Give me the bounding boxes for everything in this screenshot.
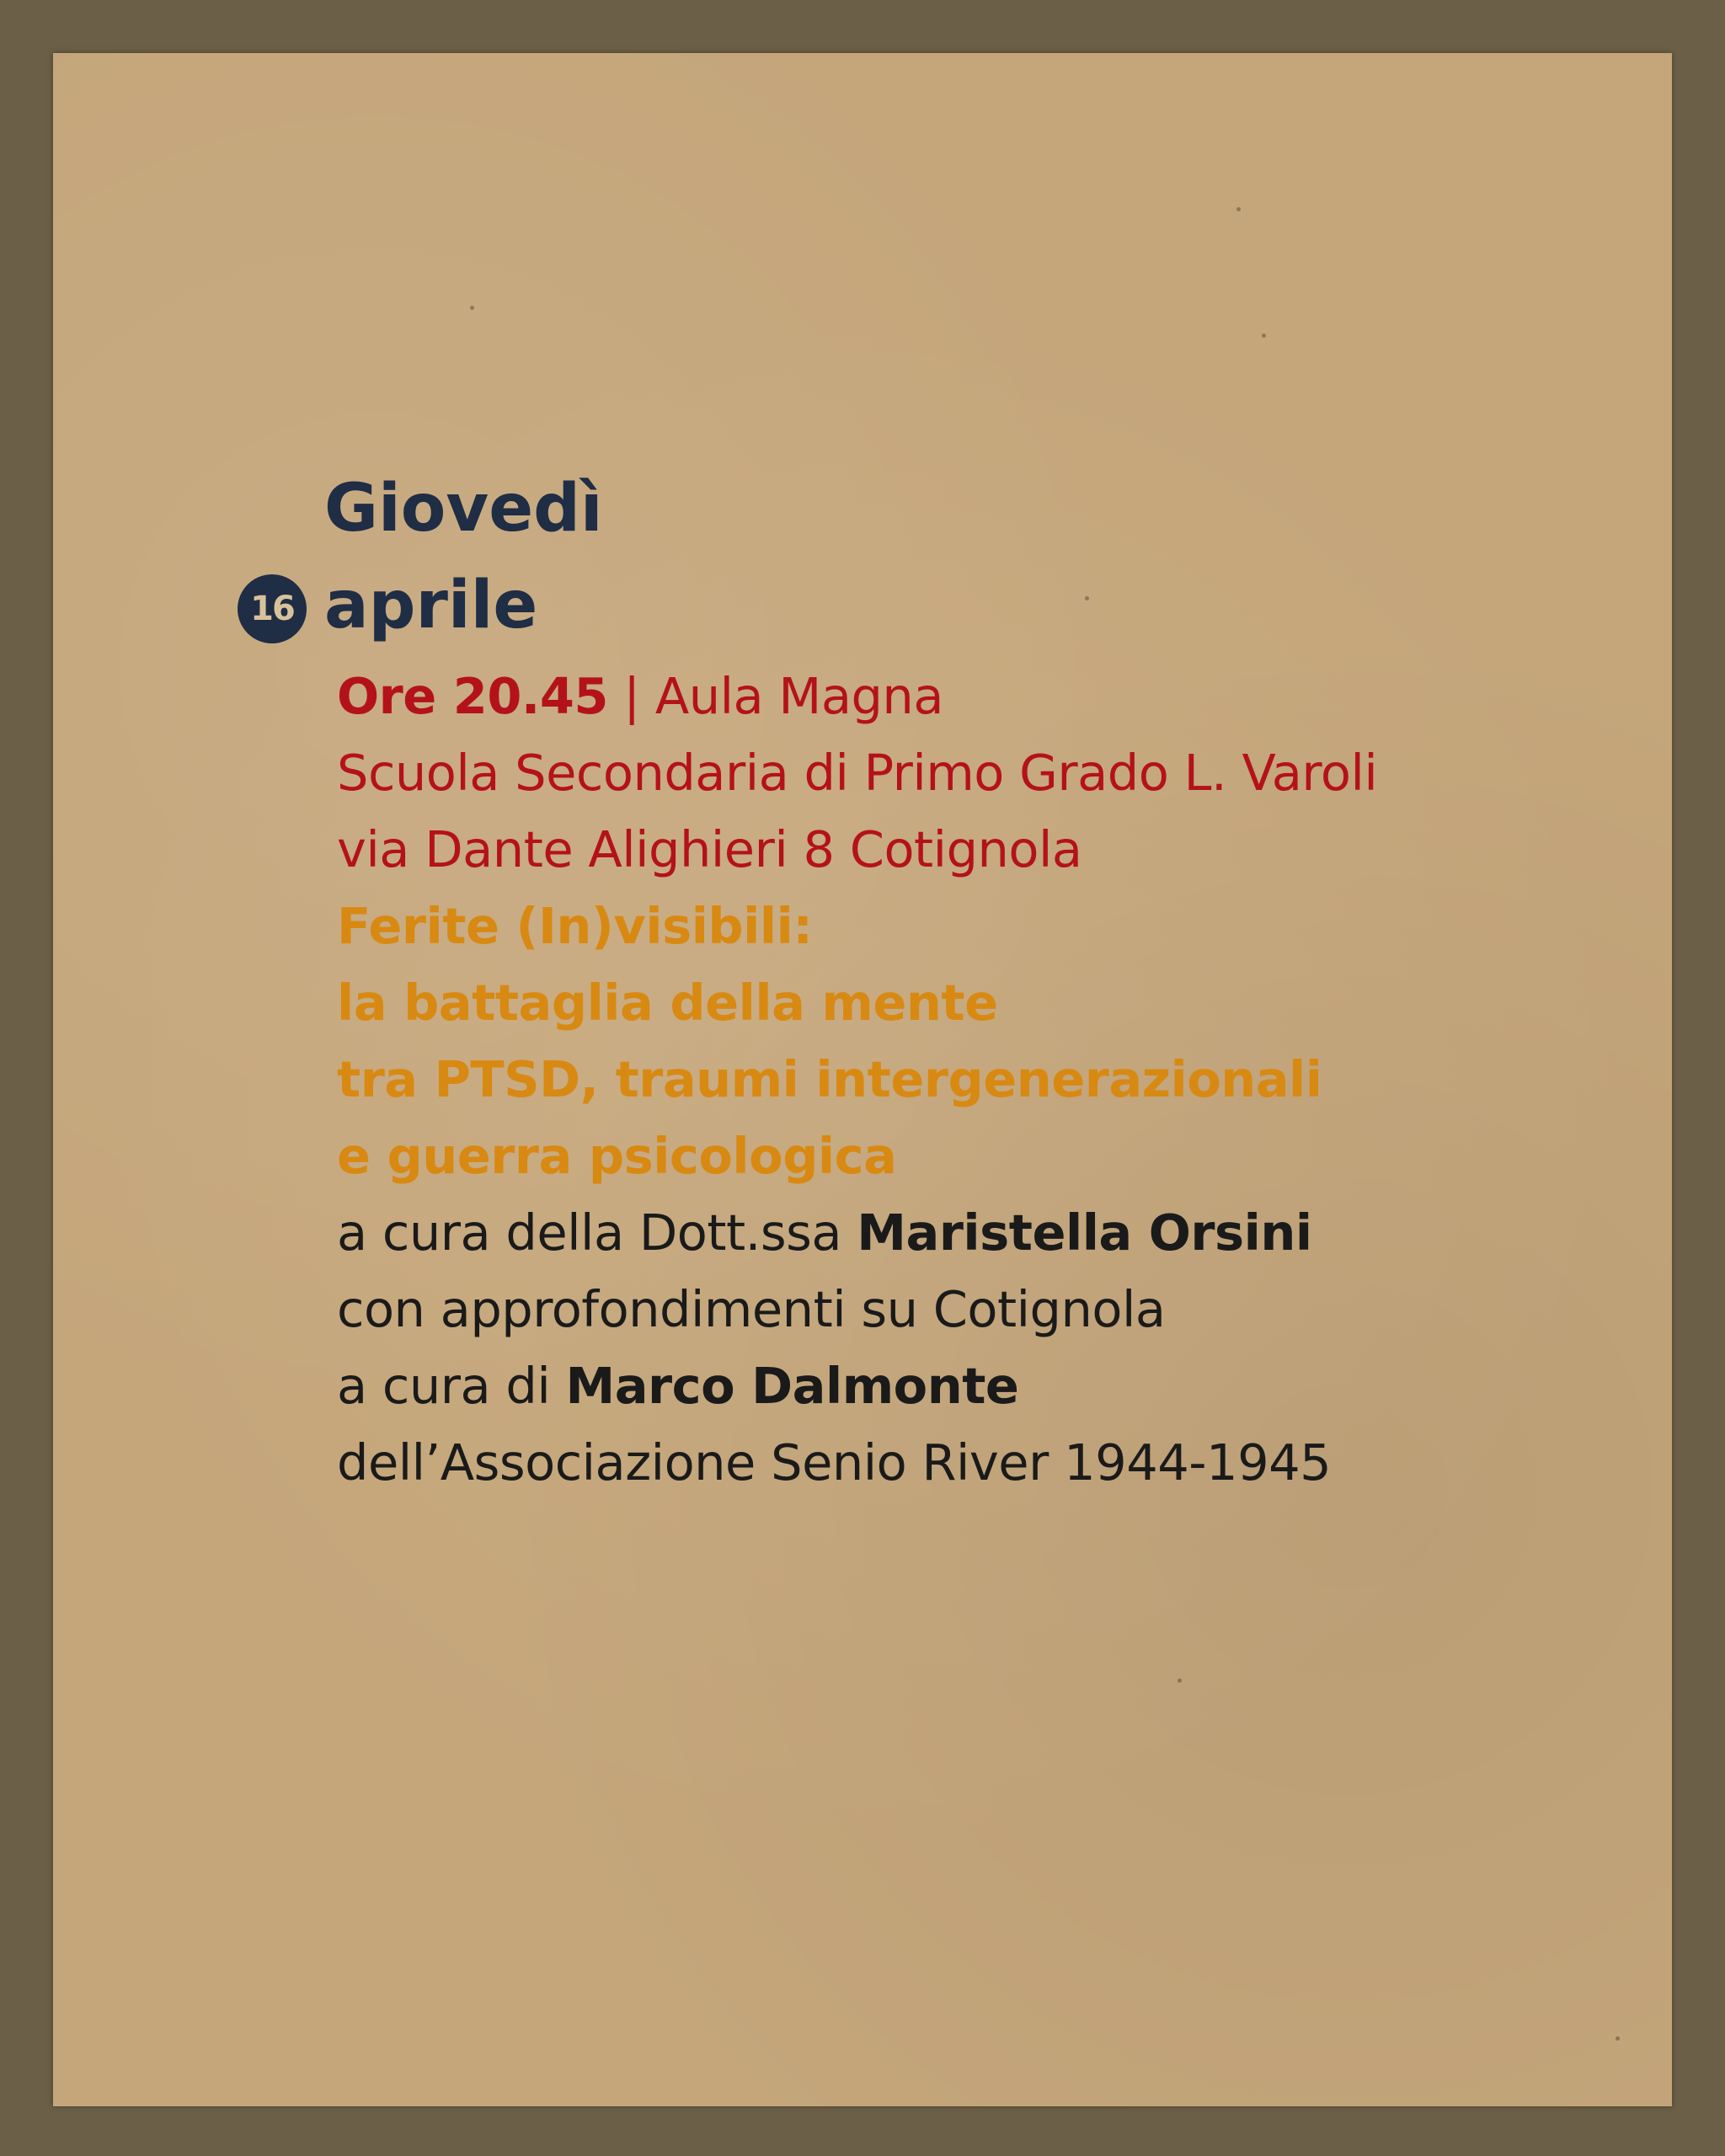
- credit-prefix: a cura della Dott.ssa: [337, 1203, 857, 1262]
- month-heading: aprile: [324, 568, 538, 643]
- credit-prefix: a cura di: [337, 1357, 566, 1415]
- event-room: Aula Magna: [654, 667, 943, 725]
- credit-line-2: con approfondimenti su Cotignola: [337, 1280, 1166, 1338]
- paper-speck: [1262, 334, 1266, 338]
- talk-title-line-4: e guerra psicologica: [337, 1127, 897, 1185]
- talk-title-line-1: Ferite (In)visibili:: [337, 897, 813, 955]
- credit-line-3: [337, 1357, 1019, 1415]
- credit-line-1: [337, 1203, 1312, 1262]
- talk-title-line-3: tra PTSD, traumi intergenerazionali: [337, 1050, 1322, 1108]
- event-time: Ore 20.45: [337, 667, 608, 725]
- school-name: Scuola Secondaria di Primo Grado L. Varoli: [337, 744, 1378, 802]
- paper-speck: [1236, 207, 1241, 211]
- talk-title-line-2: la battaglia della mente: [337, 974, 998, 1032]
- co-speaker-name: Marco Dalmonte: [565, 1357, 1019, 1415]
- paper-speck: [1178, 1678, 1182, 1683]
- school-address: via Dante Alighieri 8 Cotignola: [337, 820, 1082, 878]
- time-location-line: [337, 667, 943, 725]
- speaker-name: Maristella Orsini: [857, 1203, 1312, 1262]
- weekday-heading: Giovedì: [324, 471, 603, 547]
- paper-speck: [1085, 596, 1089, 600]
- paper-speck: [470, 306, 474, 310]
- paper-speck: [1616, 2036, 1620, 2041]
- day-number-badge: 16: [238, 574, 307, 643]
- credit-line-4: dell’Associazione Senio River 1944-1945: [337, 1433, 1332, 1492]
- separator: |: [623, 667, 640, 725]
